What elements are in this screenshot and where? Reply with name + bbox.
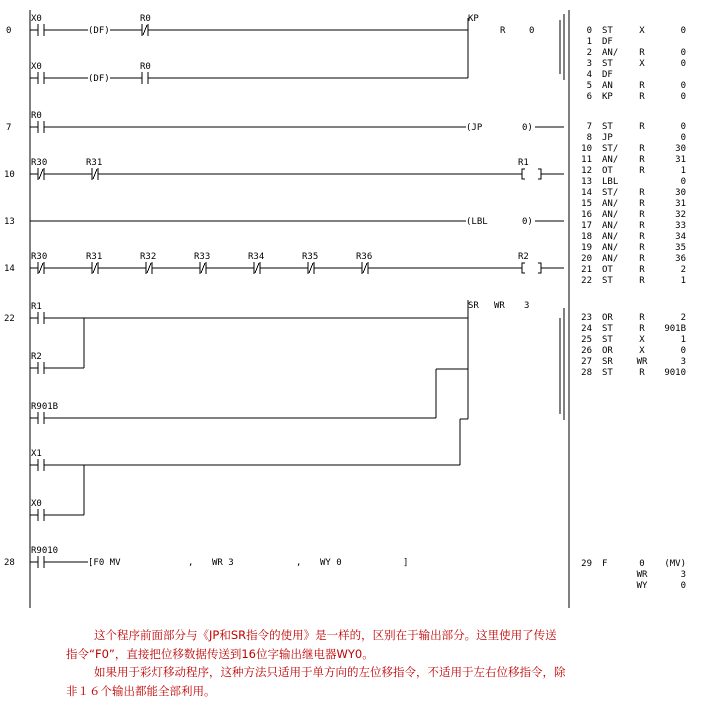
sr-instruction: SR xyxy=(468,301,479,311)
lbl-instruction: (LBL xyxy=(466,217,488,227)
caption-line: 非１６个输出都能全部利用。 xyxy=(66,683,216,698)
f0-bracket: ] xyxy=(403,558,409,568)
contact-label: R30 xyxy=(31,252,48,262)
contact-label: R0 xyxy=(31,111,42,121)
rung-0 xyxy=(30,14,534,84)
contact-label: R36 xyxy=(356,252,373,262)
caption xyxy=(66,626,626,700)
f0-comma: , xyxy=(296,558,302,568)
step-number: 14 xyxy=(4,264,15,274)
rung-22 xyxy=(30,300,529,521)
sr-number: 3 xyxy=(524,301,530,311)
lbl-number: 0) xyxy=(522,217,533,227)
contact-label: R901B xyxy=(31,402,59,412)
coil-label: R1 xyxy=(518,158,529,168)
f0-instruction: [F0 MV xyxy=(88,558,121,568)
kp-instruction: KP xyxy=(468,14,479,24)
jp-instruction: (JP xyxy=(466,123,483,133)
caption-line: 如果用于彩灯移动程序，这种方法只适用于单方向的左位移指令，不适用于左右位移指令，除 xyxy=(94,665,566,679)
caption-line: 指令“F0”，直接把位移数据传送到16位字输出继电器WY0。 xyxy=(66,646,374,661)
step-number: 7 xyxy=(6,123,12,133)
contact-label: R35 xyxy=(302,252,319,262)
f0-source: WR 3 xyxy=(212,558,234,568)
step-number: 10 xyxy=(4,170,15,180)
instruction-listing: 0 ST X 0 1 DF 2 AN/ R 0 3 ST X 0 4 DF 5 AN R 0 6 KP R 0 7 ST R 0 8 JP 0 10 ST/ R 30 11 AN/ R 31 12 OT R 1 13 LBL 0 14 ST/ R 30 15 AN/ R 31 16 AN/ R 32 17 AN/ R 33 18 AN/ R 34 19 AN/ R 35 20 AN/ R 36 21 OT R 2 22 ST R 1 23 OR R 2 24 ST R 901B 25 ST X 1 26 OR X 0 27 SR WR 3 28 ST R 9010 29 F 0 (MV) WR 3 WY 0 xyxy=(581,26,686,591)
contact-label: X0 xyxy=(31,62,42,72)
step-number: 28 xyxy=(4,558,15,568)
step-number: 22 xyxy=(4,314,15,324)
step-number: 0 xyxy=(6,26,12,36)
f0-comma: , xyxy=(188,558,194,568)
rung-7 xyxy=(30,111,564,133)
contact-label: X1 xyxy=(31,449,42,459)
contact-label: R31 xyxy=(86,252,103,262)
contact-label: R0 xyxy=(140,62,151,72)
kp-number: 0 xyxy=(529,26,535,36)
contact-label: X0 xyxy=(31,499,42,509)
step-number: 13 xyxy=(4,217,15,227)
caption-line: 这个程序前面部分与《JP和SR指令的使用》是一样的，区别在于输出部分。这里使用了传送 xyxy=(94,628,557,642)
contact-label: R0 xyxy=(140,14,151,24)
contact-label: R33 xyxy=(194,252,211,262)
contact-label: X0 xyxy=(31,14,42,24)
contact-label: R2 xyxy=(31,352,42,362)
contact-label: R9010 xyxy=(31,546,59,556)
df-label: (DF) xyxy=(88,26,110,36)
contact-label: R1 xyxy=(31,302,42,312)
coil-label: R2 xyxy=(518,252,529,262)
rung-10 xyxy=(30,158,564,180)
rung-14 xyxy=(30,252,564,274)
contact-label: R32 xyxy=(140,252,157,262)
contact-label: R30 xyxy=(31,158,48,168)
jp-number: 0) xyxy=(522,123,533,133)
df-label: (DF) xyxy=(88,74,110,84)
contact-label: R34 xyxy=(248,252,265,262)
sr-device: WR xyxy=(494,301,505,311)
rung-28 xyxy=(30,546,408,568)
kp-device: R xyxy=(500,26,506,36)
rung-13 xyxy=(30,217,564,227)
contact-label: R31 xyxy=(86,158,103,168)
f0-destination: WY 0 xyxy=(320,558,342,568)
